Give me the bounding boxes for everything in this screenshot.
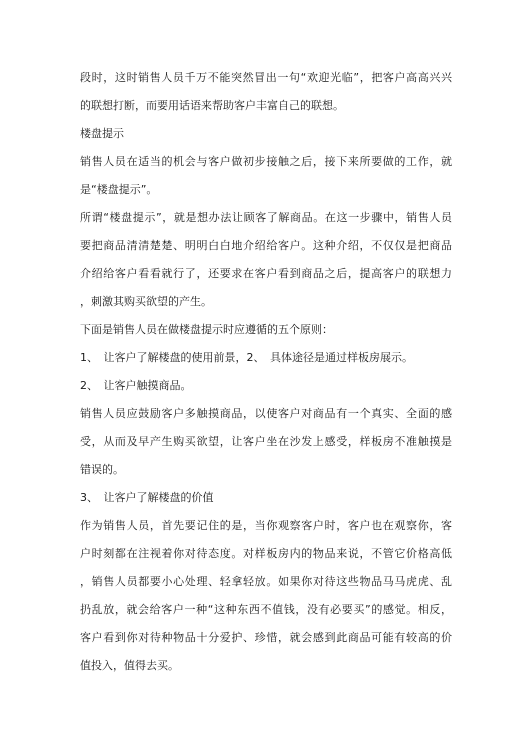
text-line: 户时刻都在注视着你对待态度。对样板房内的物品来说，不管它价格高低 bbox=[80, 547, 452, 560]
text-line: 扔乱放，就会给客户一种“这种东西不值钱，没有必要买”的感觉。相反， bbox=[80, 603, 452, 616]
list-item: 1、 让客户了解楼盘的使用前景，2、 具体途径是通过样板房展示。 bbox=[80, 351, 413, 364]
text-line: 介绍给客户看看就行了，还要求在客户看到商品之后，提高客户的联想力 bbox=[80, 267, 452, 280]
text-line: 要把商品清清楚楚、明明白白地介绍给客户。这种介绍，不仅仅是把商品 bbox=[80, 239, 452, 252]
section-heading: 楼盘提示 bbox=[80, 127, 124, 140]
text-line: 的联想打断，而要用话语来帮助客户丰富自己的联想。 bbox=[80, 99, 344, 112]
list-item: 3、 让客户了解楼盘的价值 bbox=[80, 491, 214, 504]
text-line: 值投入，值得去买。 bbox=[80, 659, 179, 672]
text-line: 作为销售人员，首先要记住的是，当你观察客户时，客户也在观察你，客 bbox=[80, 519, 452, 532]
text-line: ，销售人员都要小心处理、轻拿轻放。如果你对待这些物品马马虎虎、乱 bbox=[80, 575, 452, 588]
text-line: 错误的。 bbox=[80, 463, 124, 476]
text-line: ，刺激其购买欲望的产生。 bbox=[80, 295, 212, 308]
list-item: 2、 让客户触摸商品。 bbox=[80, 379, 192, 392]
text-line: 下面是销售人员在做楼盘提示时应遵循的五个原则： bbox=[80, 323, 333, 336]
text-line: 销售人员在适当的机会与客户做初步接触之后，接下来所要做的工作，就 bbox=[80, 155, 452, 168]
text-line: 是“楼盘提示”。 bbox=[80, 183, 158, 196]
text-line: 销售人员应鼓励客户多触摸商品，以使客户对商品有一个真实、全面的感 bbox=[80, 407, 452, 420]
text-line: 段时，这时销售人员千万不能突然冒出一句“欢迎光临”，把客户高高兴兴 bbox=[80, 71, 452, 84]
text-line: 客户看到你对待种物品十分爱护、珍惜，就会感到此商品可能有较高的价 bbox=[80, 631, 452, 644]
text-line: 所谓“楼盘提示”，就是想办法让顾客了解商品。在这一步骤中，销售人员 bbox=[80, 211, 452, 224]
text-line: 受，从而及早产生购买欲望，让客户坐在沙发上感受，样板房不准触摸是 bbox=[80, 435, 452, 448]
